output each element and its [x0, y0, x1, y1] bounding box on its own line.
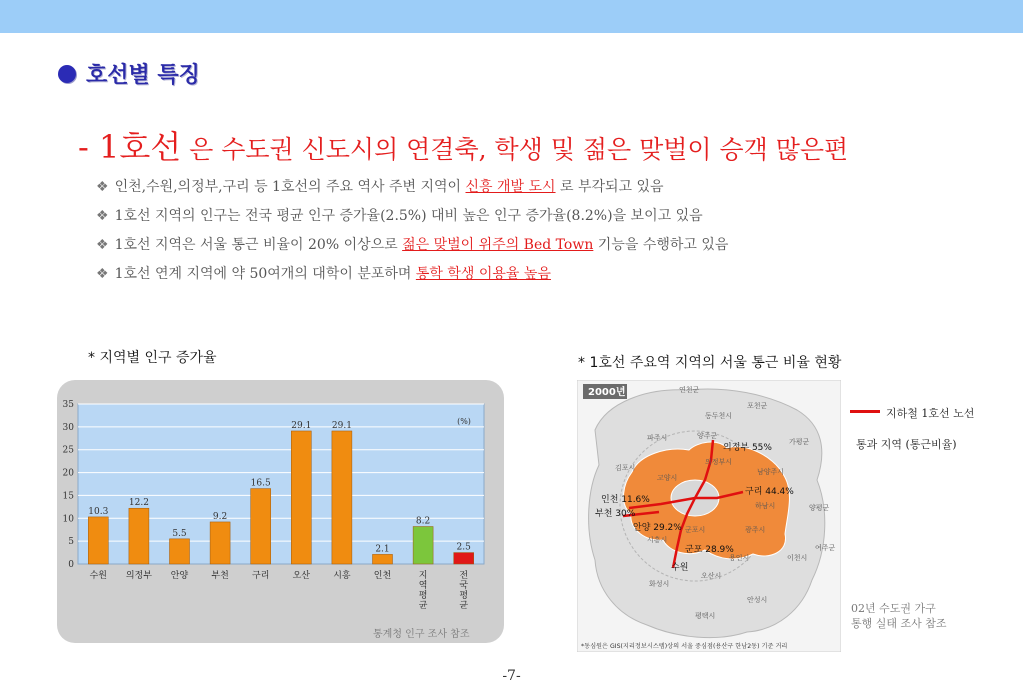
bullet-item: ❖ 1호선 연계 지역에 약 50여개의 대학이 분포하며 통학 학생 이용율 높음 [96, 266, 551, 282]
chart-source-note: 통계청 인구 조사 참조 [373, 629, 470, 640]
bullet-item: ❖ 인천,수원,의정부,구리 등 1호선의 주요 역사 주변 지역이 신흥 개발 도시 로 부각되고 있음 [96, 179, 664, 195]
bar-value-label: 10.3 [88, 506, 109, 517]
bar-value-label: 8.2 [415, 516, 431, 527]
station-label-guri: 구리 44.4% [745, 487, 794, 497]
section-title-text: 호선별 특징 [86, 63, 200, 88]
bar-value-label: 2.1 [375, 544, 390, 555]
commute-map-caption: * 1호선 주요역 지역의 서울 통근 비율 현황 [578, 355, 842, 371]
headline-rest: 은 수도권 신도시의 연결축, 학생 및 젊은 맞벌이 승객 많은편 [181, 135, 849, 164]
region-label: 광주시 [745, 526, 766, 534]
station-label-bucheon: 부천 30% [595, 509, 636, 519]
year-badge-text: 2000년 [588, 387, 626, 398]
region-label: 의정부시 [705, 458, 733, 466]
region-label: 군포시 [685, 526, 706, 534]
bar-value-label: 16.5 [250, 478, 271, 489]
bar [88, 517, 108, 564]
bar [454, 553, 474, 564]
bar [373, 554, 393, 564]
bar-value-label: 2.5 [456, 542, 471, 553]
bar [251, 489, 271, 564]
highlight-text: 통학 학생 이용율 높음 [415, 266, 551, 282]
diamond-bullet-icon: ❖ [96, 208, 109, 224]
x-tick-label: 의정부 [125, 571, 152, 581]
bar [332, 431, 352, 564]
map-source-line1: 02년 수도권 가구 [851, 602, 936, 615]
bar [129, 508, 149, 564]
station-label-gunpo: 군포 28.9% [685, 545, 734, 555]
population-chart-caption: * 지역별 인구 증가율 [88, 350, 217, 366]
y-tick-label: 0 [68, 560, 74, 570]
x-tick-label: 전 국 평 균 [459, 571, 469, 611]
bar-value-label: 5.5 [172, 528, 187, 539]
region-label: 안성시 [747, 596, 768, 604]
route-legend-swatch [850, 410, 880, 413]
y-tick-label: 25 [62, 445, 74, 456]
map-source-line2: 통행 실태 조사 참조 [851, 617, 947, 630]
blue-bullet-icon [58, 65, 76, 83]
headline-lead: - 1호선 [78, 128, 182, 166]
region-label: 오산시 [701, 572, 722, 580]
population-growth-chart [57, 380, 504, 643]
region-label: 양평군 [809, 504, 830, 512]
bar [170, 539, 190, 564]
page-number: -7- [502, 668, 521, 684]
station-label-suwon: 수원 [671, 563, 689, 573]
x-tick-label: 안양 [170, 571, 189, 581]
x-tick-label: 수원 [89, 571, 107, 581]
region-label: 하남시 [755, 502, 776, 510]
diamond-bullet-icon: ❖ [96, 179, 109, 195]
region-label: 김포시 [615, 464, 636, 472]
area-legend-label: 통과 지역 (통근비율) [856, 438, 957, 451]
unit-label: (%) [457, 417, 471, 426]
region-label: 여주군 [815, 544, 836, 552]
region-label: 연천군 [679, 386, 700, 394]
x-tick-label: 오산 [292, 571, 310, 581]
bullet-item: ❖ 1호선 지역의 인구는 전국 평균 인구 증가율(2.5%) 대비 높은 인구 증가율(8.2%)을 보이고 있음 [96, 208, 703, 224]
diamond-bullet-icon: ❖ [96, 237, 109, 253]
feature-bullet-list [96, 176, 728, 292]
region-label: 동두천시 [705, 412, 733, 420]
highlight-text: 젊은 맞벌이 위주의 Bed Town [402, 237, 594, 253]
highlight-text: 신흥 개발 도시 [465, 179, 556, 195]
region-label: 시흥시 [647, 536, 668, 544]
bar-value-label: 29.1 [331, 420, 352, 431]
region-label: 이천시 [787, 554, 808, 562]
section-title [58, 58, 200, 89]
region-label: 평택시 [695, 612, 716, 620]
bar [210, 522, 230, 564]
y-tick-label: 5 [68, 537, 74, 548]
region-label: 포천군 [747, 402, 768, 410]
y-tick-label: 10 [62, 514, 74, 525]
bar-value-label: 29.1 [291, 420, 312, 431]
diamond-bullet-icon: ❖ [96, 266, 109, 282]
y-tick-label: 15 [62, 491, 74, 502]
y-tick-label: 20 [62, 468, 74, 479]
region-label: 화성시 [649, 580, 670, 588]
region-label: 가평군 [789, 438, 810, 446]
region-label: 양주군 [697, 432, 718, 440]
y-tick-label: 35 [62, 400, 74, 410]
bar-value-label: 9.2 [212, 511, 228, 522]
top-banner [0, 0, 1023, 33]
region-label: 고양시 [657, 474, 678, 482]
region-label: 용인시 [729, 554, 750, 562]
route-legend-label: 지하철 1호선 노선 [886, 407, 975, 420]
region-label: 남양주시 [757, 468, 785, 476]
station-label-uijeongbu: 의정부 55% [723, 443, 772, 453]
commute-map [577, 380, 841, 652]
bar [291, 431, 311, 564]
x-tick-label: 지 역 평 균 [418, 571, 428, 611]
map-footnote: *동심원은 GIS(지리정보시스템)상의 서울 중심점(용산구 한남2동) 기준 거리 [581, 643, 788, 650]
station-label-anyang: 안양 29.2% [633, 523, 682, 533]
x-tick-label: 구리 [252, 571, 270, 581]
station-label-incheon: 인천 11.6% [601, 495, 650, 505]
x-tick-label: 부천 [211, 571, 229, 581]
region-label: 파주시 [647, 434, 668, 442]
bullet-item: ❖ 1호선 지역은 서울 통근 비율이 20% 이상으로 젊은 맞벌이 위주의 Bed Town 기능을 수행하고 있음 [96, 237, 729, 253]
bar-value-label: 12.2 [128, 498, 149, 509]
x-tick-label: 인천 [373, 571, 392, 581]
headline [78, 122, 848, 168]
y-tick-label: 30 [62, 422, 74, 433]
bar [413, 527, 433, 564]
x-tick-label: 시흥 [333, 571, 351, 581]
